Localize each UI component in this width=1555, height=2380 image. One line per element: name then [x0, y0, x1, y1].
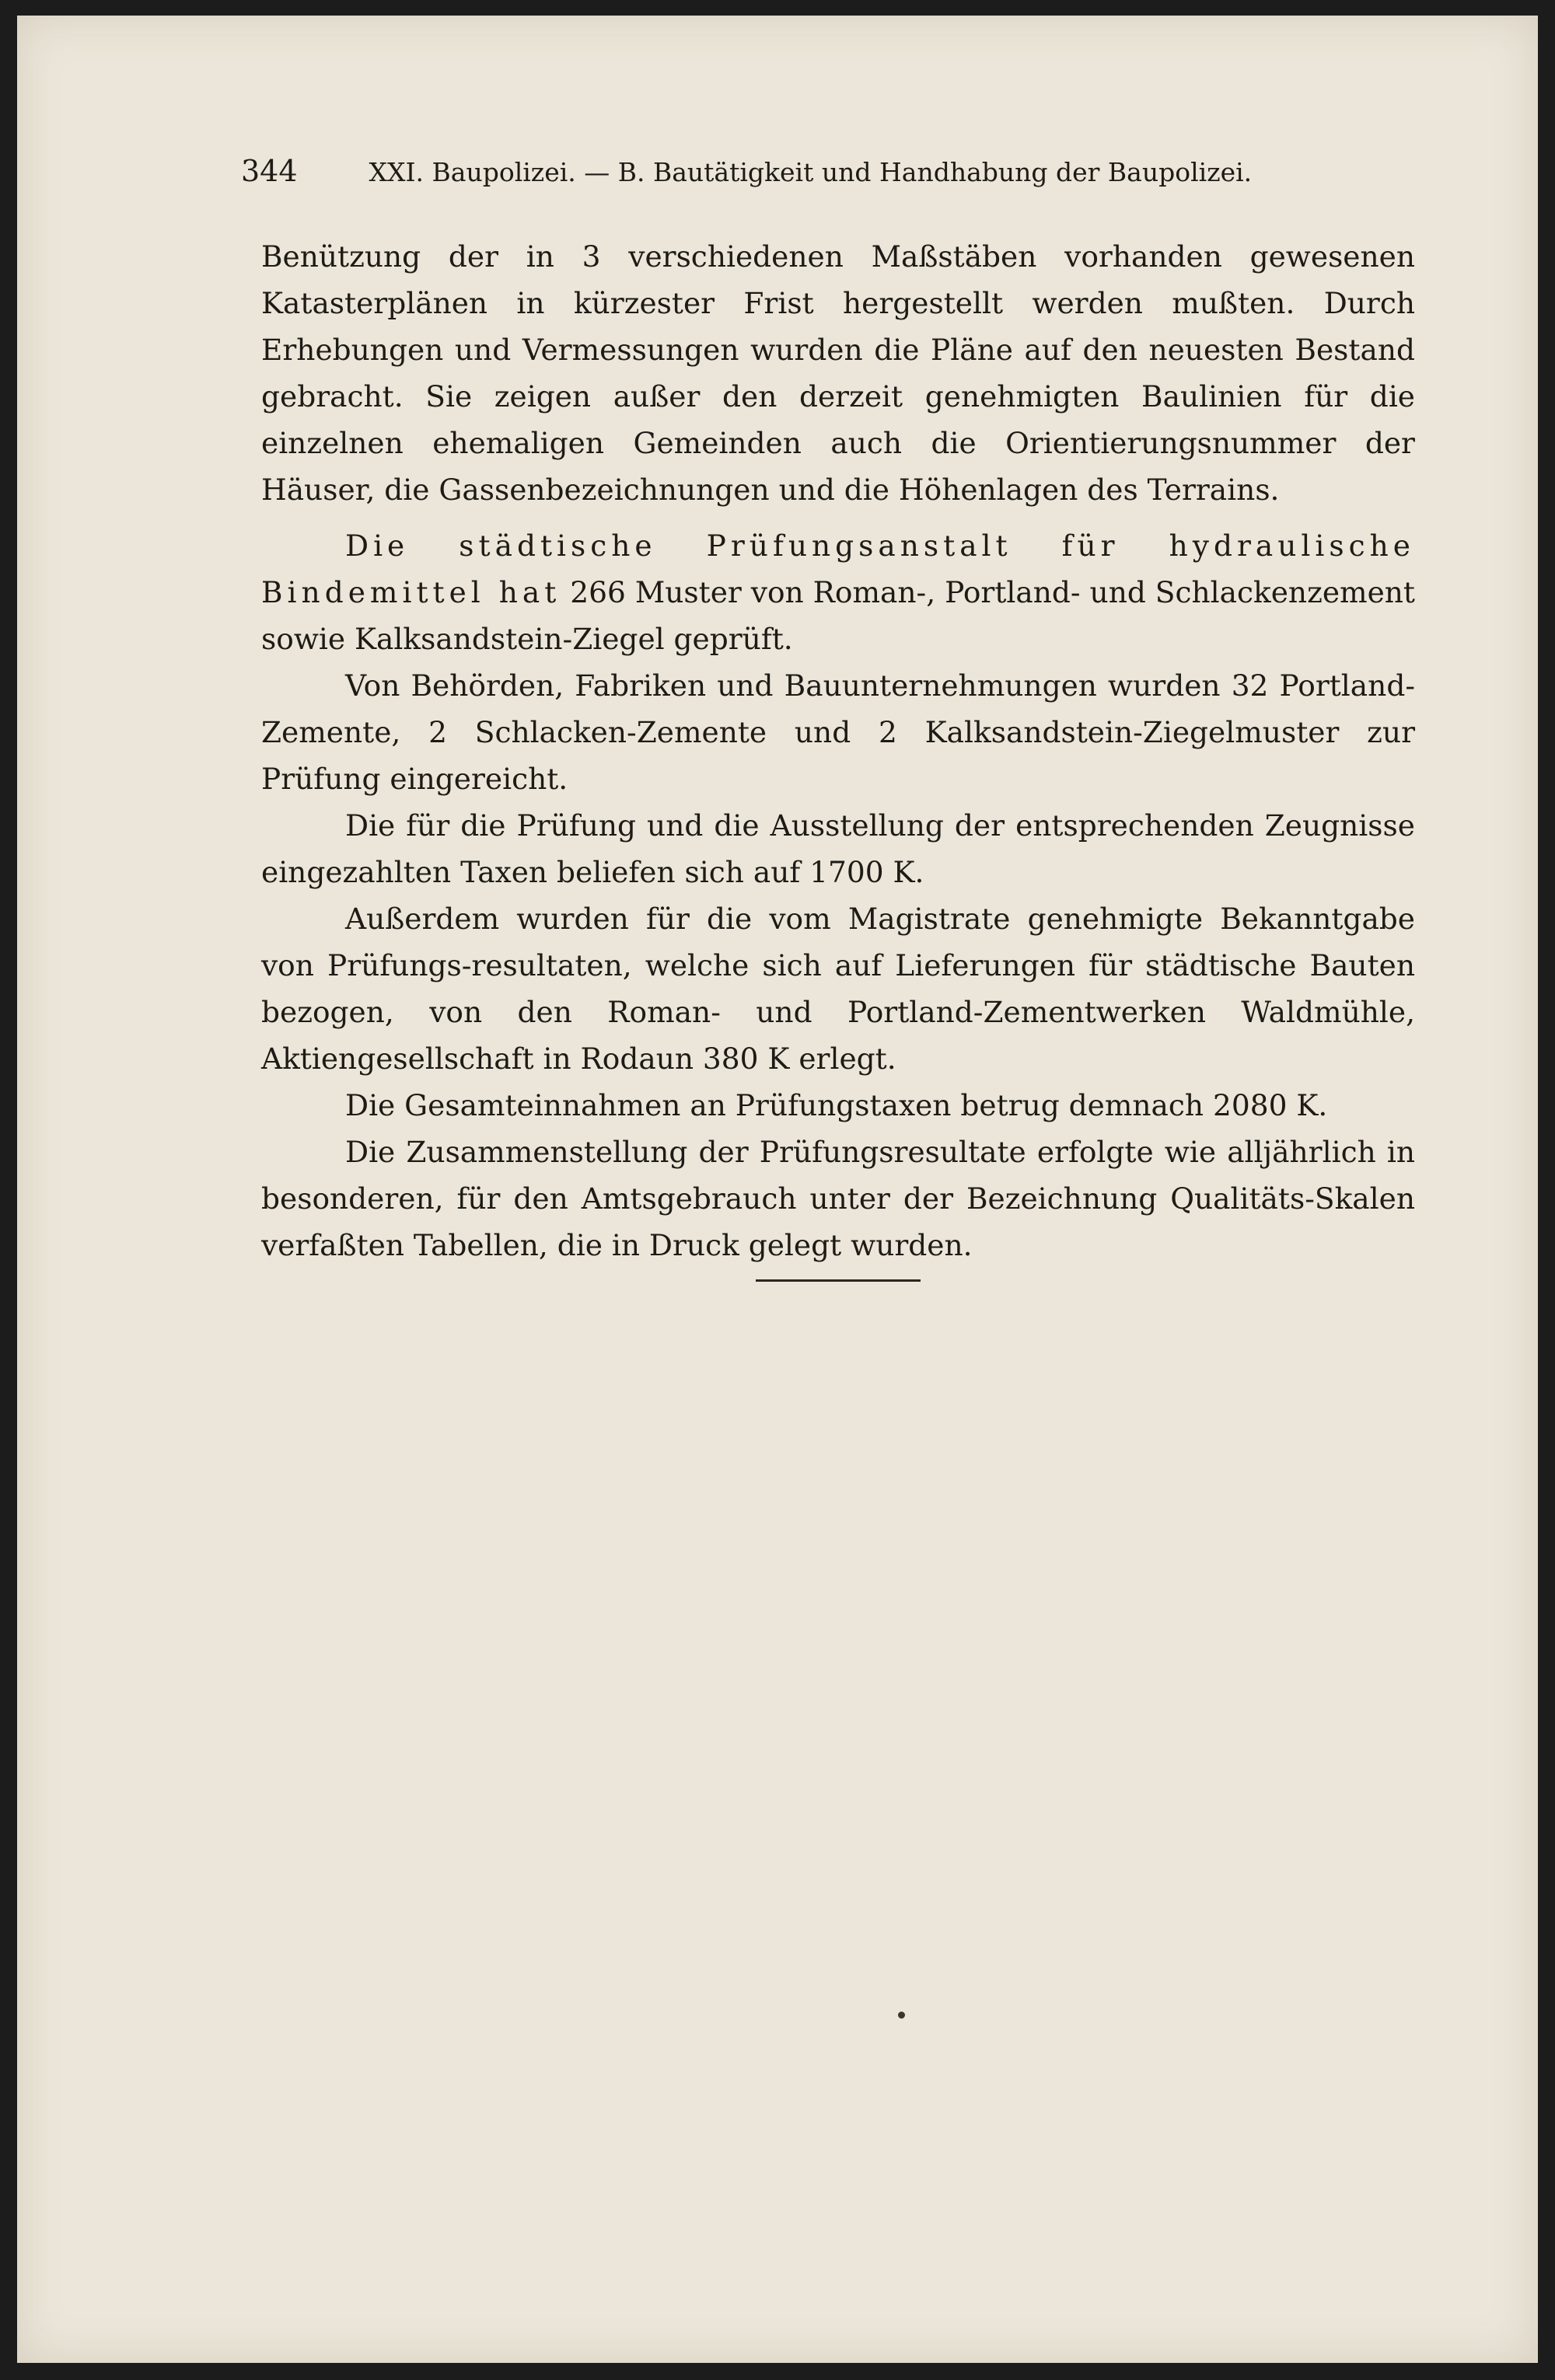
- paragraph: Benützung der in 3 verschiedenen Maßstäben vorhanden gewesenen Katasterplänen in kürzester Frist hergestellt werden mußten. Durch Erhebungen und Vermessungen wurden die Pläne auf den neuesten Bestand gebracht. Sie zeigen außer den derzeit genehmigten Baulinien für die einzelnen ehemaligen Gemeinden auch die Orientierungsnummer der Häuser, die Gassenbezeichnungen und die Höhenlagen des Terrains.: [261, 239, 1415, 507]
- text-block-testing-institute: [261, 522, 1415, 1269]
- paragraph: Die Gesamteinnahmen an Prüfungstaxen betrug demnach 2080 K.: [345, 1088, 1328, 1122]
- text-block-cadastral-plans: [261, 233, 1415, 513]
- paragraph: Die für die Prüfung und die Ausstellung der entsprechenden Zeugnisse eingezahlten Taxen beliefen sich auf 1700 K.: [261, 808, 1415, 889]
- page-number: 344: [241, 154, 298, 188]
- paragraph: Von Behörden, Fabriken und Bauunternehmungen wurden 32 Portland-Zemente, 2 Schlacken-Zemente und 2 Kalksandstein-Ziegelmuster zur Prüfung eingereicht.: [261, 668, 1415, 796]
- running-title: XXI. Baupolizei. — B. Bautätigkeit und Handhabung der Baupolizei.: [369, 157, 1253, 187]
- spaced-lead-line: Die städtische Prüfungsanstalt für hydraulische Bindemittel hat: [261, 529, 1415, 609]
- book-page: [17, 16, 1538, 2363]
- paragraph: Die Zusammenstellung der Prüfungsresultate erfolgte wie alljährlich in besonderen, für den Amtsgebrauch unter der Bezeichnung Qualitäts-Skalen verfaßten Tabellen, die in Druck gelegt wurden.: [261, 1135, 1415, 1262]
- running-head: [241, 154, 1252, 194]
- ink-speck: [898, 2012, 905, 2019]
- paragraph: [261, 522, 1415, 662]
- paragraph-continuation: 266 Muster von Roman-, Portland- und Schlackenzement sowie Kalksandstein-Ziegel geprüft.: [261, 575, 1415, 656]
- paragraph: Außerdem wurden für die vom Magistrate genehmigte Bekanntgabe von Prüfungs-resultaten, welche sich auf Lieferungen für städtische Bauten bezogen, von den Roman- und Portland-Zementwerken Waldmühle, Aktiengesellschaft in Rodaun 380 K erlegt.: [261, 902, 1415, 1076]
- section-end-rule: [756, 1279, 921, 1282]
